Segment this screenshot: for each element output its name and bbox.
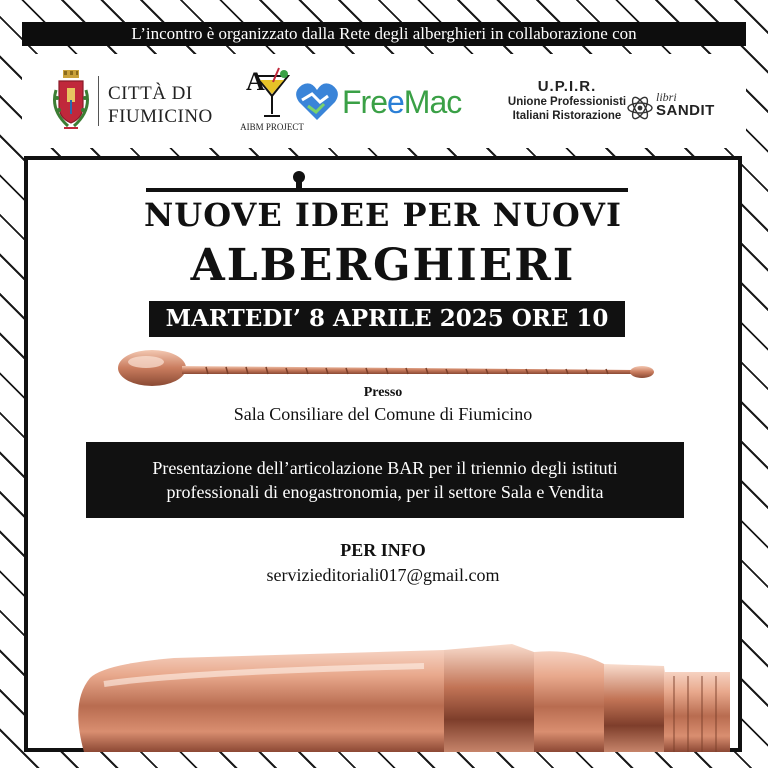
citta-line2: FIUMICINO xyxy=(108,106,213,127)
organizer-banner xyxy=(22,22,746,46)
libri-sandit-logo xyxy=(626,90,736,124)
upir-line1: Unione Professionisti xyxy=(507,96,627,108)
freemac-part1: Fre xyxy=(342,84,387,120)
citta-text xyxy=(108,82,213,128)
freemac-wordmark xyxy=(342,84,461,121)
presso-label: Presso xyxy=(363,385,403,400)
info-heading: PER INFO xyxy=(340,540,426,560)
lightbulb-icon xyxy=(291,170,307,190)
citta-line1: CITTÀ DI xyxy=(108,83,193,104)
partner-logos-strip xyxy=(22,54,746,148)
citta-di-fiumicino-logo xyxy=(50,70,230,134)
title-rule xyxy=(146,188,628,192)
svg-text:A: A xyxy=(246,67,265,96)
aibm-caption: AIBM PROJECT xyxy=(240,122,304,132)
event-title-line1: NUOVE IDEE PER NUOVI xyxy=(144,196,622,234)
sandit-libri: libri xyxy=(656,90,677,104)
freemac-part2: e xyxy=(387,84,404,120)
event-title-line2: ALBERGHIERI xyxy=(190,240,576,291)
organizer-banner-text: L’incontro è organizzato dalla Rete degli alberghieri in collaborazione con xyxy=(131,24,637,43)
logo-divider xyxy=(98,76,99,126)
upir-line2: Italiani Ristorazione xyxy=(512,110,622,122)
description-line2: professionali di enogastronomia, per il settore Sala e Vendita xyxy=(166,482,604,502)
description-line1: Presentazione dell’articolazione BAR per il triennio degli istituti xyxy=(152,458,618,478)
freemac-logo xyxy=(294,80,494,126)
sandit-name: SANDIT xyxy=(656,102,715,119)
atom-icon xyxy=(626,94,654,122)
city-crest-icon xyxy=(50,70,92,132)
description-box xyxy=(86,442,684,518)
info-email[interactable]: servizieditoriali017@gmail.com xyxy=(266,565,500,585)
event-date: MARTEDI’ 8 APRILE 2025 ORE 10 xyxy=(149,301,625,337)
freemac-part3: Mac xyxy=(403,84,462,120)
event-card xyxy=(24,156,742,752)
upir-title: U.P.I.R. xyxy=(537,78,597,95)
cocktail-shaker-icon xyxy=(64,592,740,752)
venue-text: Sala Consiliare del Comune di Fiumicino xyxy=(233,404,533,424)
heart-handshake-icon xyxy=(294,80,340,124)
